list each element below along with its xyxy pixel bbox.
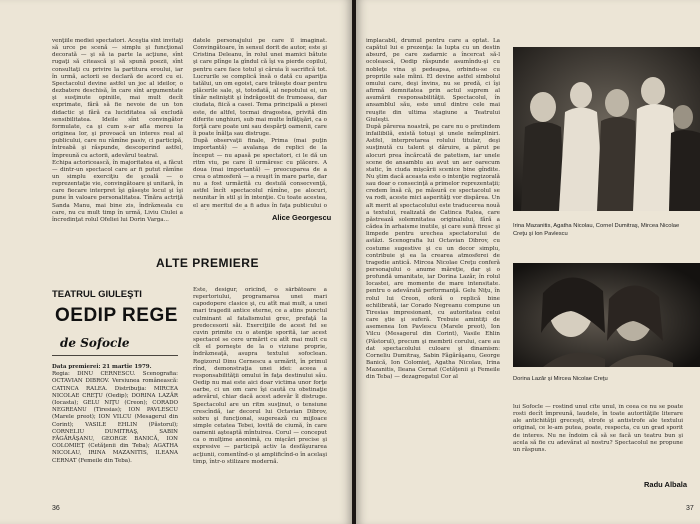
page-number-left: 36 <box>52 505 60 512</box>
photo-caption-2: Dorina Lazăr şi Mircea Nicolae Creţu <box>513 376 608 382</box>
theatre-name: TEATRUL GIULEŞTI <box>52 289 142 300</box>
article-column-5-text: pentru o adevărată performanţă. Gelu Niţu, în rolul lui Creon, oferă o replică bine echilibrată, iar Corado Negreanu compune un Tiresias impresionant, cu autoritatea celui care ştie şi suferă. Trebuie amintiţi de asemenea Ion Pavlescu (Marele preot), Ion Vilcu (Mesagerul din Corint), Vasile Ehlin (Păstorul), precum şi membrii corului, care au dat spectacolului culoare şi dinamism: Corneliu Dumitraş, Sabin Făgărăşanu, George Banică, Ion Colomieţ, Agatha Nicolau, Irina Mazanitis, Ileana Cernat (Cetăţenii şi Femeile din Teba) — dezagregatul Cor al <box>366 288 500 381</box>
right-page <box>356 0 700 524</box>
play-author: de Sofocle <box>60 336 130 350</box>
credits-text: Regia: DINU CERNESCU. Scenografia: OCTAVIAN DIBROV. Versiunea românească: CATINCA RALEA. Distribuţia: MIRCEA NICOLAE CREŢU (Oedip); DORINA LAZĂR (Iocasta); GELU NIŢU (Creon); CORADO NEGREANU (Tiresias); ION PAVLESCU (Marele preot); ION VILCU (Mesagerul din Corint); VASILE EHLIN (Păstorul); CORNELIU DUMITRAŞ, SABIN FĂGĂRĂŞANU, GEORGE BANICĂ, ION COLOMIEŢ (Cetăţenii din Teba); AGATHA NICOLAU, IRINA MAZANITIS, ILEANA CERNAT (Femeile din Teba). <box>52 371 178 464</box>
author-signature: Alice Georgescu <box>272 213 332 222</box>
article-column-2: datele personajului pe care îl imaginat. Convingătoare, în sensul dorit de autor, este şi Cristina Deleanu, în rolul unei mamici bătute şi care plînge la gîndul că îşi va pierde copilul, pentru care face totul şi căruia îi sacrifică tot. Lucrurile se complică însă o dată cu apariţia tatălui, un om egoist, care trăieşte doar pentru plăcerile sale, şi, totodată, al nepotului ei, un tînăr neliniştit şi îndrăgostit de frumoasa, dar ciudata, fiică a casei. Tema principală a piesei este, de altfel, tocmai dragostea, privită din diferite unghiuri, sub mai multe înfăţişări, ca o forţă care poate uni sau despărţi oamenii, care îi poate înălţa sau distruge. După observaţii finale, Prima (mai puţin importantă) — avalanşa de replici de la început — nu apasă pe spectatori, ci le dă un ritm viu, pe care îl urmăresc cu plăcere. A doua (mai importantă) — preocuparea de a crea o atmosferă — a reuşit în mare parte, dar nu a fost urmărită cu destulă consecvenţă, astfel încît spectacolul rămîne, pe alocuri, neunitar în stil şi în intenţie. Cu toate acestea, el are meritul de a fi adus în faţa publicului o <box>193 38 327 209</box>
author-signature-2: Radu Albala <box>644 480 688 489</box>
premiere-date: Data premierei: 21 martie 1979. <box>52 364 152 370</box>
production-photo-ensemble <box>513 47 700 211</box>
photo-ensemble-graphic <box>513 47 700 211</box>
article-column-6: lui Sofocle — rostind unul cîte unul, în ceea ce nu se poate rosti decît împreună, laudele, în toate autorităţile literare ale antichităţii greceşti, strofe şi antistrofe ale textului original, ce le-am putea, poate, respecta, cu un grad sporit de interes. Nu ne îndoim că să se facă un teatru bun şi acela să fie cu adevărat al nostru? Spectacolul ne propune un răspuns. <box>513 404 683 453</box>
article-column-1: venţiile mediei spectatori. Aceştia sînt invitaţi să urce pe scenă — simplu şi funcţional decorată — şi să ia parte la acţiune, sînt rugaţi să citească şi să spună poezii, sînt consultaţi cu privire la partitura eroului, iar în urmă, actorii se declară de acord cu ei. Spectacolul devine astfel un joc al ideilor, o dezbatere deschisă, în care sînt argumentate şi susţinute opiniile, mai mult decît exprimate, fără să fie nevoie de un ton didactic şi fără ca luciditatea să excludă sensibilitatea. Ideile sînt convingător formulate, ca şi cum s-ar afla mereu la originea lor, şi provoacă un interes real al publicului, care nu rămîne pasiv, ci participă, întreabă şi răspunde, descoperind astfel, împreună cu actorii, adevărul teatral. Echipa actoricească, în majoritatea ei, a făcut — dintr-un spectacol care ar fi putut rămîne un simplu exerciţiu de şcoală — o reprezentaţie vie, convingătoare şi unitară, în care fiecare interpret îşi găseşte locul şi îşi pune în valoare personalitatea. Tînăra actriţă Sanda Manu, mai bine zis, îndrăzneala cu care, nu cu mult timp în urmă, Liviu Ciulei a încredinţat rolul Ofeliei lui Dorin Varga... <box>52 38 183 223</box>
production-credits <box>52 364 178 465</box>
article-column-4: implacabil, drumul pentru care a optat. La capătul lui e prezenţa: la lupta cu un destin absurd, pe care zadarnic a încercat să-l ocolească, Oedip răspunde asumîndu-şi cu nobleţe vina şi pedeapsa, orbindu-se cu propriile sale mîini. El devine astfel simbolul omului care, deşi învins, nu se predă, ci îşi afirmă demnitatea prin actul suprem al asumării responsabilităţii. Spectacolul, în ansamblul său, este unul dintre cele mai reuşite din ultima stagiune a Teatrului Giuleşti. După părerea noastră, pe care nu o pretindem infailibilă, există totuşi şi unele neîmpliniri. Astfel, interpretarea rolului titular, deşi susţinută cu talent şi dăruire, a părut pe alocuri prea încărcată de patetism, iar unele scene de ansamblu au avut un aer oarecum static, în ciuda mişcării scenice bine gîndite. Nu ştim dacă aceasta este o intenţie regizorală sau doar o consecinţă a primelor reprezentaţii; credem însă că, pe măsură ce spectacolul se va rodi, aceste mici asperităţi vor dispărea. Un alt merit al spectacolului este traducerea nouă a textului, realizată de Catinca Ralea, care păstrează solemnitatea originalului, fără a cădea în arhaisme inutile, şi care sună firesc şi limpede pentru urechea spectatorului de astăzi. Scenografia lui Octavian Dibrov, cu costume sugestive şi cu un decor simplu, contribuie şi ea la crearea atmosferei de tragedie antică. Mircea Nicolae Creţu conferă personajului o anume măreţie, dar şi o profundă umanitate, iar Dorina Lazăr, în rolul Iocastei, are momente de mare intensitate. pentru o adevărată performanţă. Gelu Niţu, în rolul lui Creon, oferă o replică bine echilibrată, iar Corado Negreanu compune un Tiresias impresionant, cu autoritatea celui care ştie şi suferă. Trebuie amintiţi de asemenea Ion Pavlescu (Marele preot), Ion Vilcu (Mesagerul din Corint), Vasile Ehlin (Păstorul), precum şi membrii corului, care au dat spectacolului culoare şi dinamism: Corneliu Dumitraş, Sabin Făgărăşanu, George Banică, Ion Colomieţ, Agatha Nicolau, Irina Mazanitis, Ileana Cernat (Cetăţenii şi Femeile din Teba) — dezagregatul Cor al <box>366 38 500 381</box>
divider-rule <box>52 355 178 356</box>
play-title: OEDIP REGE <box>55 305 178 326</box>
page-number-right: 37 <box>686 505 694 512</box>
photo-caption-1: Irina Mazanitis, Agatha Nicolau, Cornel Dumitraş, Mircea Nicolae Creţu şi Ion Pavlescu <box>513 223 680 237</box>
production-photo-couple <box>513 263 700 367</box>
article-column-3: Este, desigur, oricînd, o sărbătoare a repertoriului, programarea unei mari capodopere clasice şi, cu atît mai mult, a unei mari tragedii antice eterne, ce a atins punctul culminant al fatalismului grec, prefaţă la predecesorii săi. Exerciţiile de acest fel se cuvin primite cu o atenţie sporită, iar acest spectacol se cere urmărit cu atît mai mult cu cît el porneşte de la o viziune proprie, îndrăzneaţă, asupra textului sofoclean. Regizorul Dinu Cernescu a urmărit, în primul rînd, demonstraţia unei idei: aceea a responsabilităţii omului în faţa destinului său. Oedip nu mai este aici doar victima unor forţe oarbe, ci un om care îşi caută cu obstinaţie adevărul, chiar dacă acest adevăr îl distruge. Spectacolul are un ritm susţinut, o tensiune crescîndă, iar decorul lui Octavian Dibrov, sobru şi funcţional, sugerează cu mijloace simple cetatea Tebei, lovită de ciumă, în care oamenii aşteaptă mîntuirea. Corul — conceput ca o mulţime anonimă, cu mişcări precise şi expresive — participă activ la desfăşurarea acţiunii, comentînd-o şi amplificînd-o în acelaşi timp, într-o stilizare modernă. <box>193 287 327 465</box>
photo-couple-graphic <box>513 263 700 367</box>
section-heading: ALTE PREMIERE <box>156 256 259 270</box>
